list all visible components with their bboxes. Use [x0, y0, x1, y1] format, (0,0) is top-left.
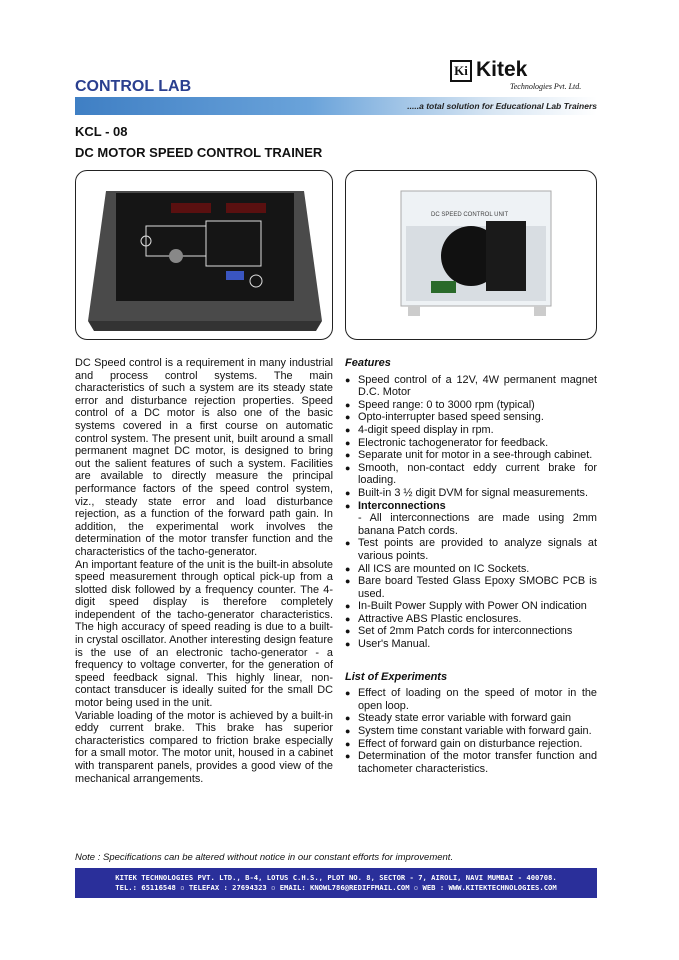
feature-item: ● 4-digit speed display in rpm. — [345, 424, 597, 437]
experiment-item: ● Effect of loading on the speed of motor in the open loop. — [345, 687, 597, 712]
experiments-list — [345, 687, 597, 775]
feature-item: ● Set of 2mm Patch cords for interconnections — [345, 625, 597, 638]
experiment-item: ● Effect of forward gain on disturbance rejection. — [345, 738, 597, 751]
feature-item: ● Separate unit for motor in a see-through cabinet. — [345, 449, 597, 462]
logo-name: Kitek — [476, 58, 528, 81]
feature-item: ● Built-in 3 ½ digit DVM for signal measurements. — [345, 487, 597, 500]
tagline: .....a total solution for Educational Lab Trainers — [407, 101, 597, 111]
feature-item: ● Test points are provided to analyze signals at various points. — [345, 537, 597, 562]
specs-column — [345, 357, 597, 775]
description-paragraph: DC Speed control is a requirement in many industrial and process control systems. The main characteristics of such a system are its steady state error and disturbance rejection properties. Speed control of a DC motor is also one of the basic systems covered in a first course on automatic control system. The present unit, built around a small permanent magnet DC motor, is designed to bring out the salient features of such a system. Facilities are available to directly measure the principal performance factors of the speed control system, viz., steady state error and load disturbance rejection, as a function of the forward path gain. In addition, the experimental work involves the determination of the motor transfer function and the characteristics of the tacho-generator. — [75, 357, 333, 558]
feature-item: ● All ICS are mounted on IC Sockets. — [345, 563, 597, 576]
motor-unit-photo — [345, 170, 597, 340]
feature-item: ● Smooth, non-contact eddy current brake for loading. — [345, 462, 597, 487]
feature-item: ● Speed control of a 12V, 4W permanent magnet D.C. Motor — [345, 374, 597, 399]
logo-mark: Ki — [450, 60, 472, 82]
experiments-heading: List of Experiments — [345, 670, 448, 683]
feature-item: ● In-Built Power Supply with Power ON indication — [345, 600, 597, 613]
footer-contact: TEL.: 65116548 ▫ TELEFAX : 27694323 ▫ EMAIL: KNOWL786@REDIFFMAIL.COM ▫ WEB : WWW.KITEKTECHNOLOGIES.COM — [115, 883, 557, 892]
description — [75, 357, 333, 785]
feature-item: ● Interconnections — [345, 500, 597, 513]
feature-item: ● Attractive ABS Plastic enclosures. — [345, 613, 597, 626]
footer-note: Note : Specifications can be altered without notice in our constant efforts for improvement. — [75, 852, 454, 863]
logo-subtitle: Technologies Pvt. Ltd. — [510, 82, 582, 91]
features-heading: Features — [345, 357, 391, 369]
experiment-item: ● System time constant variable with forward gain. — [345, 725, 597, 738]
feature-item: ● Electronic tachogenerator for feedback. — [345, 437, 597, 450]
feature-subitem: - All interconnections are made using 2mm banana Patch cords. — [358, 512, 597, 537]
experiment-item: ● Determination of the motor transfer function and tachometer characteristics. — [345, 750, 597, 775]
model-number: KCL - 08 — [75, 124, 128, 139]
feature-item: ● Bare board Tested Glass Epoxy SMOBC PCB is used. — [345, 575, 597, 600]
trainer-panel-photo — [75, 170, 333, 340]
description-paragraph: Variable loading of the motor is achieved by a built-in eddy current brake. This brake has superior characteristics compared to friction brake especially for a small motor. The motor unit, housed in a cabinet with transparent panels, provides a good view of the mechanical arrangements. — [75, 709, 333, 785]
product-title: DC MOTOR SPEED CONTROL TRAINER — [75, 145, 323, 160]
feature-item: ● Speed range: 0 to 3000 rpm (typical) — [345, 399, 597, 412]
experiment-item: ● Steady state error variable with forward gain — [345, 712, 597, 725]
feature-item: ● Opto-interrupter based speed sensing. — [345, 411, 597, 424]
footer-bar — [75, 868, 597, 898]
description-paragraph: An important feature of the unit is the built-in absolute speed measurement through optical pick-up from a slotted disk followed by a frequency counter. The 4-digit speed display is therefore completely independent of the tacho-generator characteristics. The high accuracy of speed reading is due to a built-in crystal oscillator. Another interesting design feature is the use of an electronic tacho-generator - a frequency to voltage converter, for the generation of speed feedback signal. This highly linear, non-contact transducer is ideally suited for the small DC motor being used in the unit. — [75, 558, 333, 710]
footer-address: KITEK TECHNOLOGIES PVT. LTD., B-4, LOTUS C.H.S., PLOT NO. 8, SECTOR - 7, AIROLI, NAVI MUMBAI - 400708. — [115, 873, 557, 882]
features-list — [345, 374, 597, 651]
feature-item: ● User's Manual. — [345, 638, 597, 651]
photo-label: DC SPEED CONTROL UNIT — [431, 212, 509, 218]
kitek-logo — [450, 58, 582, 91]
section-title: CONTROL LAB — [75, 78, 192, 95]
